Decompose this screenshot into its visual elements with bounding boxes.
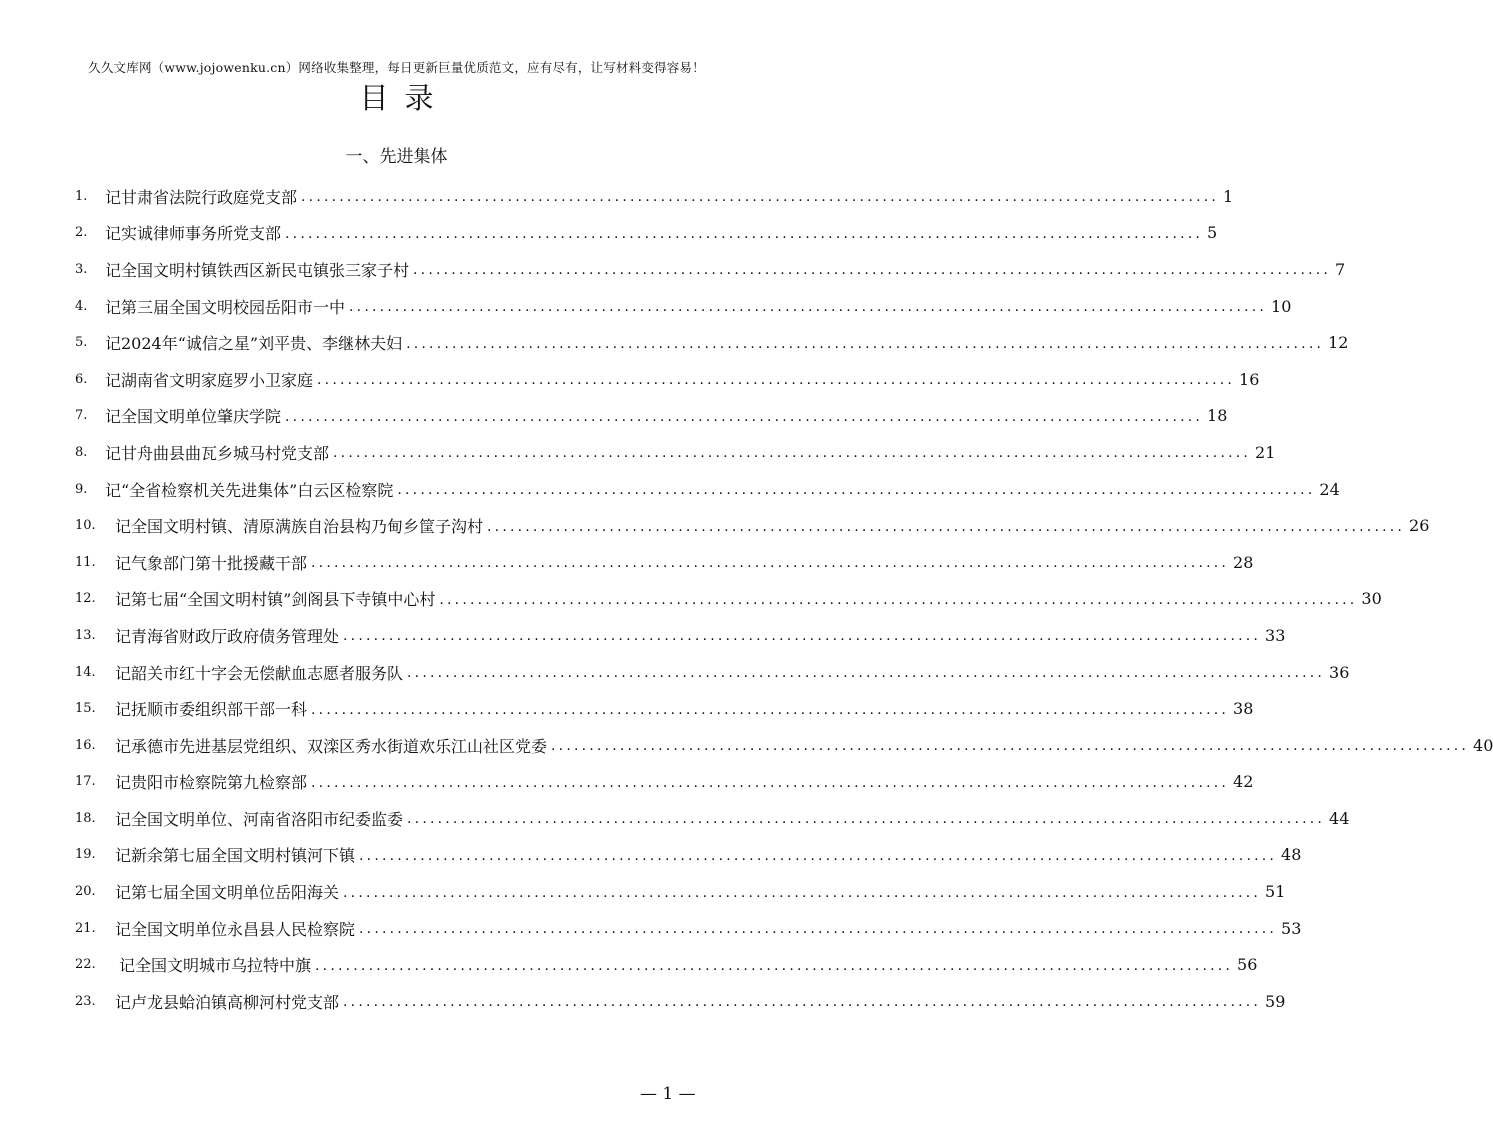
toc-entry[interactable] xyxy=(75,544,1254,581)
toc-entry-number: 17. xyxy=(75,774,96,790)
section-heading: 一、先进集体 xyxy=(345,147,448,167)
toc-dot-leader: ........................................................................................................................ xyxy=(397,482,1316,499)
toc-dot-leader: ........................................................................................................................ xyxy=(301,189,1220,206)
toc-entry[interactable] xyxy=(75,873,1286,910)
toc-entry-number: 20. xyxy=(75,884,96,900)
toc-entry-page: 53 xyxy=(1281,918,1302,938)
toc-entry[interactable] xyxy=(75,617,1286,654)
toc-entry-page: 1 xyxy=(1223,186,1234,206)
toc-dot-leader: ........................................................................................................................ xyxy=(487,518,1406,535)
toc-entry[interactable] xyxy=(75,581,1382,618)
toc-entry-number: 15. xyxy=(75,701,96,717)
toc-entry[interactable] xyxy=(75,178,1234,215)
toc-entry-title: 记甘舟曲县曲瓦乡城马村党支部 xyxy=(105,443,330,463)
toc-entry-page: 24 xyxy=(1319,479,1340,499)
toc-entry-title: 记抚顺市委组织部干部一科 xyxy=(115,700,308,720)
toc-entry-title: 记“全省检察机关先进集体”白云区检察院 xyxy=(105,480,394,500)
toc-entry-page: 38 xyxy=(1233,699,1254,719)
toc-entry[interactable] xyxy=(75,361,1260,398)
toc-entry-page: 33 xyxy=(1265,625,1286,645)
toc-dot-leader: ........................................................................................................................ xyxy=(311,555,1230,572)
toc-dot-leader: ........................................................................................................................ xyxy=(359,847,1278,864)
toc-entry-number: 2. xyxy=(75,225,88,241)
toc-entry-page: 56 xyxy=(1237,955,1258,975)
toc-entry[interactable] xyxy=(75,946,1258,983)
toc-entry-number: 1. xyxy=(75,188,88,204)
toc-entry-page: 30 xyxy=(1361,589,1382,609)
toc-dot-leader: ........................................................................................................................ xyxy=(406,335,1325,352)
toc-entry-page: 12 xyxy=(1328,333,1349,353)
toc-entry[interactable] xyxy=(75,837,1302,874)
toc-entry-title: 记青海省财政厅政府债务管理处 xyxy=(115,626,340,646)
toc-entry-title: 记新余第七届全国文明村镇河下镇 xyxy=(115,846,356,866)
toc-entry-number: 23. xyxy=(75,993,96,1009)
table-of-contents xyxy=(75,178,1493,1020)
toc-entry-page: 42 xyxy=(1233,772,1254,792)
toc-entry-number: 6. xyxy=(75,371,88,387)
toc-entry-title: 记全国文明村镇、清原满族自治县构乃甸乡筐子沟村 xyxy=(115,517,484,537)
toc-entry-page: 16 xyxy=(1239,369,1260,389)
toc-entry-number: 5. xyxy=(75,335,88,351)
page-number: — 1 — xyxy=(640,1084,696,1104)
toc-entry-title: 记全国文明单位永昌县人民检察院 xyxy=(115,919,356,939)
toc-entry[interactable] xyxy=(75,215,1218,252)
toc-entry-title: 记2024年“诚信之星”刘平贵、李继林夫妇 xyxy=(105,334,403,354)
toc-entry-number: 21. xyxy=(75,920,96,936)
toc-entry[interactable] xyxy=(75,983,1286,1020)
toc-dot-leader: ........................................................................................................................ xyxy=(413,262,1332,279)
toc-dot-leader: ........................................................................................................................ xyxy=(407,811,1326,828)
toc-entry-page: 26 xyxy=(1409,516,1430,536)
toc-entry-page: 44 xyxy=(1329,808,1350,828)
toc-entry-title: 记全国文明城市乌拉特中旗 xyxy=(119,956,312,976)
toc-entry-number: 13. xyxy=(75,627,96,643)
toc-entry-page: 51 xyxy=(1265,882,1286,902)
toc-entry-page: 18 xyxy=(1207,406,1228,426)
toc-entry-page: 36 xyxy=(1329,662,1350,682)
toc-entry[interactable] xyxy=(75,507,1430,544)
toc-entry-page: 48 xyxy=(1281,845,1302,865)
toc-entry-page: 5 xyxy=(1207,223,1218,243)
toc-entry-number: 4. xyxy=(75,298,88,314)
toc-entry-title: 记第三届全国文明校园岳阳市一中 xyxy=(105,297,346,317)
toc-entry-title: 记全国文明单位肇庆学院 xyxy=(105,407,282,427)
toc-entry-title: 记承德市先进基层党组织、双滦区秀水街道欢乐江山社区党委 xyxy=(115,736,548,756)
toc-entry-title: 记全国文明村镇铁西区新民屯镇张三家子村 xyxy=(105,260,410,280)
page-header: 久久文库网（www.jojowenku.cn）网络收集整理，每日更新巨量优质范文，应有尽有，让写材料变得容易！ xyxy=(88,60,705,75)
toc-entry-page: 21 xyxy=(1255,442,1276,462)
toc-dot-leader: ........................................................................................................................ xyxy=(311,701,1230,718)
toc-dot-leader: ........................................................................................................................ xyxy=(359,921,1278,938)
toc-entry-number: 11. xyxy=(75,554,96,570)
toc-dot-leader: ........................................................................................................................ xyxy=(333,445,1252,462)
toc-entry-title: 记湖南省文明家庭罗小卫家庭 xyxy=(105,370,314,390)
toc-dot-leader: ........................................................................................................................ xyxy=(407,665,1326,682)
toc-dot-leader: ........................................................................................................................ xyxy=(551,738,1470,755)
document-title: 目录 xyxy=(359,81,450,115)
toc-entry-title: 记全国文明单位、河南省洛阳市纪委监委 xyxy=(115,809,404,829)
toc-entry[interactable] xyxy=(75,727,1493,764)
toc-entry-number: 7. xyxy=(75,408,88,424)
toc-entry-number: 22. xyxy=(75,957,96,973)
toc-entry[interactable] xyxy=(75,471,1340,508)
toc-dot-leader: ........................................................................................................................ xyxy=(311,774,1230,791)
toc-entry-number: 18. xyxy=(75,810,96,826)
toc-entry[interactable] xyxy=(75,398,1228,435)
toc-entry-page: 10 xyxy=(1271,296,1292,316)
toc-entry-title: 记实诚律师事务所党支部 xyxy=(105,224,282,244)
toc-entry-page: 7 xyxy=(1335,259,1346,279)
toc-entry-page: 59 xyxy=(1265,991,1286,1011)
toc-dot-leader: ........................................................................................................................ xyxy=(349,299,1268,316)
toc-dot-leader: ........................................................................................................................ xyxy=(285,225,1204,242)
toc-entry-number: 16. xyxy=(75,737,96,753)
toc-entry-title: 记贵阳市检察院第九检察部 xyxy=(115,773,308,793)
toc-entry[interactable] xyxy=(75,910,1302,947)
toc-entry[interactable] xyxy=(75,690,1254,727)
toc-entry-title: 记卢龙县蛤泊镇高柳河村党支部 xyxy=(115,992,340,1012)
toc-dot-leader: ........................................................................................................................ xyxy=(317,372,1236,389)
toc-dot-leader: ........................................................................................................................ xyxy=(285,408,1204,425)
toc-entry-title: 记第七届全国文明单位岳阳海关 xyxy=(115,883,340,903)
toc-entry-page: 40 xyxy=(1473,735,1493,755)
toc-dot-leader: ........................................................................................................................ xyxy=(343,628,1262,645)
toc-entry-number: 12. xyxy=(75,591,96,607)
toc-entry-title: 记第七届“全国文明村镇”剑阁县下寺镇中心村 xyxy=(115,590,436,610)
toc-entry[interactable] xyxy=(75,288,1292,325)
toc-entry[interactable] xyxy=(75,324,1349,361)
toc-entry-title: 记韶关市红十字会无偿献血志愿者服务队 xyxy=(115,663,404,683)
toc-dot-leader: ........................................................................................................................ xyxy=(315,957,1234,974)
toc-entry[interactable] xyxy=(75,654,1350,691)
toc-entry-number: 19. xyxy=(75,847,96,863)
toc-entry-page: 28 xyxy=(1233,552,1254,572)
toc-entry-number: 9. xyxy=(75,481,88,497)
toc-entry[interactable] xyxy=(75,434,1276,471)
toc-entry[interactable] xyxy=(75,764,1254,801)
toc-dot-leader: ........................................................................................................................ xyxy=(439,591,1358,608)
toc-dot-leader: ........................................................................................................................ xyxy=(343,994,1262,1011)
toc-dot-leader: ........................................................................................................................ xyxy=(343,884,1262,901)
toc-entry-number: 14. xyxy=(75,664,96,680)
toc-entry-title: 记气象部门第十批援藏干部 xyxy=(115,553,308,573)
toc-entry[interactable] xyxy=(75,800,1350,837)
toc-entry-number: 10. xyxy=(75,518,96,534)
toc-entry[interactable] xyxy=(75,251,1346,288)
toc-entry-title: 记甘肃省法院行政庭党支部 xyxy=(105,187,298,207)
toc-entry-number: 8. xyxy=(75,444,88,460)
toc-entry-number: 3. xyxy=(75,261,88,277)
